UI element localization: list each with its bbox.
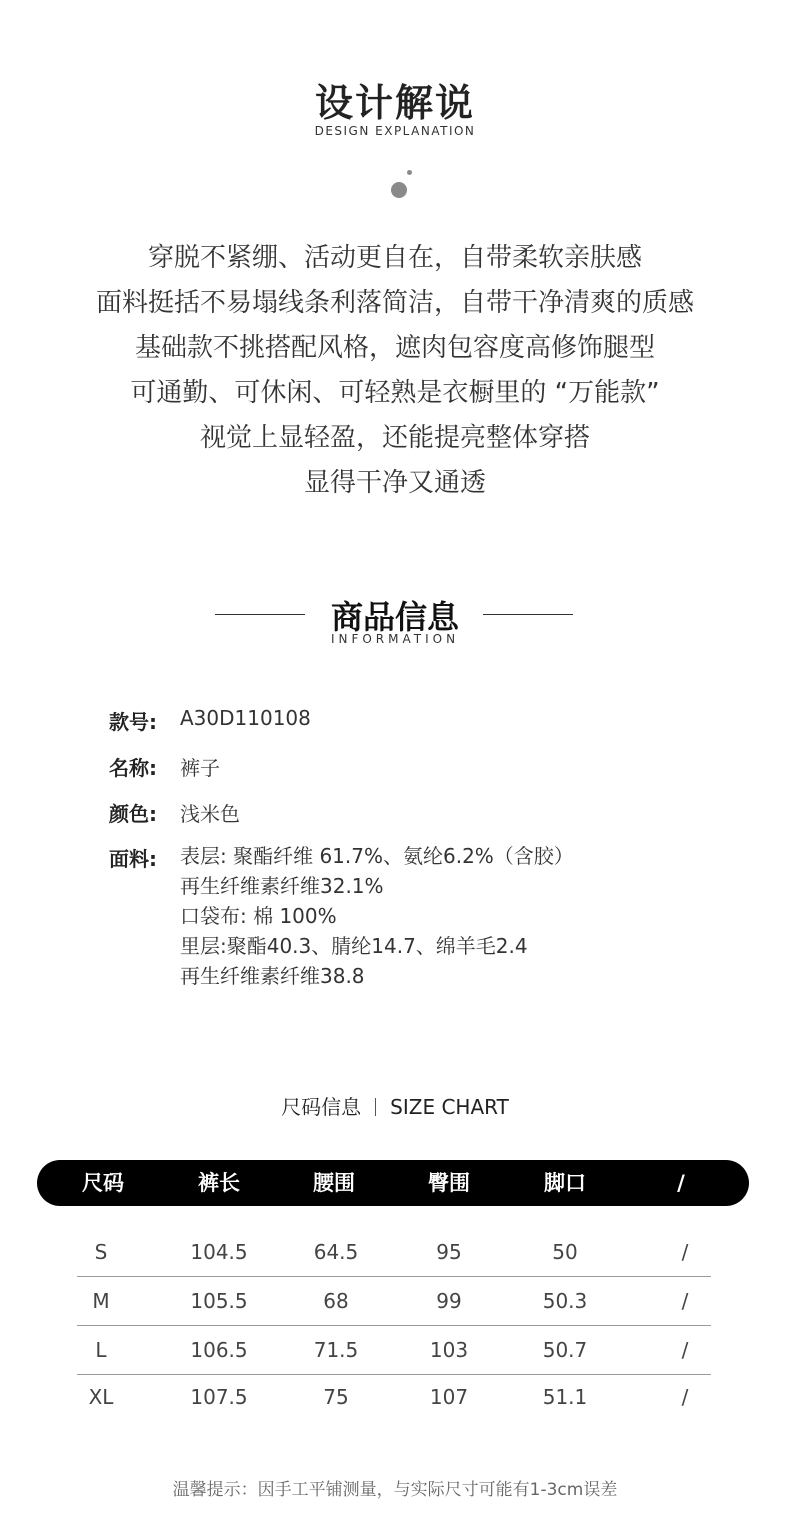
fabric-value bbox=[180, 841, 574, 991]
cell-length: 105.5 bbox=[190, 1289, 248, 1313]
title-separator bbox=[375, 1098, 376, 1116]
fabric-line: 里层:聚酯40.3、腈纶14.7、绵羊毛2.4 bbox=[180, 934, 528, 958]
description-line: 穿脱不紧绷、活动更自在，自带柔软亲肤感 bbox=[147, 243, 642, 273]
info-title: 商品信息 bbox=[330, 598, 459, 636]
design-title: 设计解说 bbox=[314, 81, 475, 125]
size-table-header bbox=[37, 1160, 749, 1206]
cell-size: L bbox=[95, 1338, 107, 1362]
header-size: 尺码 bbox=[82, 1171, 124, 1195]
fabric-line: 再生纤维素纤维38.8 bbox=[180, 964, 365, 988]
description-line: 显得干净又通透 bbox=[303, 468, 486, 498]
description-line: 可通勤、可休闲、可轻熟是衣橱里的 “万能款” bbox=[130, 378, 660, 408]
cell-length: 106.5 bbox=[190, 1338, 248, 1362]
product-name-value: 裤子 bbox=[180, 756, 220, 780]
cell-hip: 107 bbox=[429, 1385, 469, 1409]
cell-extra: / bbox=[681, 1338, 689, 1362]
table-row bbox=[77, 1228, 711, 1277]
table-row bbox=[77, 1373, 711, 1421]
header-extra: / bbox=[677, 1171, 685, 1195]
fabric-line: 表层: 聚酯纤维 61.7%、氨纶6.2%（含胶） bbox=[180, 844, 574, 868]
table-row bbox=[77, 1326, 711, 1375]
design-subtitle: DESIGN EXPLANATION bbox=[314, 124, 476, 138]
cell-length: 107.5 bbox=[190, 1385, 248, 1409]
size-chart-heading bbox=[0, 1091, 790, 1120]
header-hip: 臀围 bbox=[428, 1171, 470, 1195]
header-waist: 腰围 bbox=[313, 1171, 355, 1195]
cell-size: S bbox=[94, 1240, 108, 1264]
cell-waist: 75 bbox=[323, 1385, 349, 1409]
cell-hip: 103 bbox=[429, 1338, 469, 1362]
cell-waist: 71.5 bbox=[313, 1338, 359, 1362]
style-number-label: 款号: bbox=[109, 710, 157, 734]
size-chart-title-en: SIZE CHART bbox=[390, 1095, 509, 1119]
cell-hem: 50 bbox=[552, 1240, 578, 1264]
header-hem: 脚口 bbox=[544, 1171, 586, 1195]
fabric-line: 再生纤维素纤维32.1% bbox=[180, 874, 384, 898]
style-number-value: A30D110108 bbox=[180, 706, 311, 730]
cell-hip: 95 bbox=[436, 1240, 462, 1264]
cell-waist: 64.5 bbox=[313, 1240, 359, 1264]
cell-hem: 50.3 bbox=[542, 1289, 588, 1313]
decorative-dot-small bbox=[407, 170, 412, 175]
info-subtitle: INFORMATION bbox=[330, 632, 460, 646]
description-line: 面料挺括不易塌线条利落简洁，自带干净清爽的质感 bbox=[95, 288, 694, 318]
decorative-dot-large bbox=[391, 182, 407, 198]
size-chart-title-cn: 尺码信息 bbox=[281, 1095, 362, 1119]
description-line: 视觉上显轻盈，还能提亮整体穿搭 bbox=[199, 423, 590, 453]
measurement-note: 温馨提示：因手工平铺测量，与实际尺寸可能有1-3cm误差 bbox=[172, 1480, 618, 1500]
cell-waist: 68 bbox=[323, 1289, 349, 1313]
cell-size: XL bbox=[88, 1385, 114, 1409]
cell-hem: 50.7 bbox=[542, 1338, 588, 1362]
cell-hip: 99 bbox=[436, 1289, 462, 1313]
cell-extra: / bbox=[681, 1385, 689, 1409]
cell-size: M bbox=[92, 1289, 110, 1313]
description-line: 基础款不挑搭配风格，遮肉包容度高修饰腿型 bbox=[134, 333, 655, 363]
fabric-line: 口袋布: 棉 100% bbox=[180, 904, 337, 928]
header-length: 裤长 bbox=[198, 1171, 240, 1195]
product-name-label: 名称: bbox=[109, 756, 157, 780]
cell-extra: / bbox=[681, 1289, 689, 1313]
design-description bbox=[0, 236, 790, 506]
cell-hem: 51.1 bbox=[542, 1385, 588, 1409]
cell-length: 104.5 bbox=[190, 1240, 248, 1264]
color-value: 浅米色 bbox=[180, 802, 240, 826]
fabric-label: 面料: bbox=[109, 847, 157, 871]
color-label: 颜色: bbox=[109, 802, 157, 826]
cell-extra: / bbox=[681, 1240, 689, 1264]
table-row bbox=[77, 1277, 711, 1326]
